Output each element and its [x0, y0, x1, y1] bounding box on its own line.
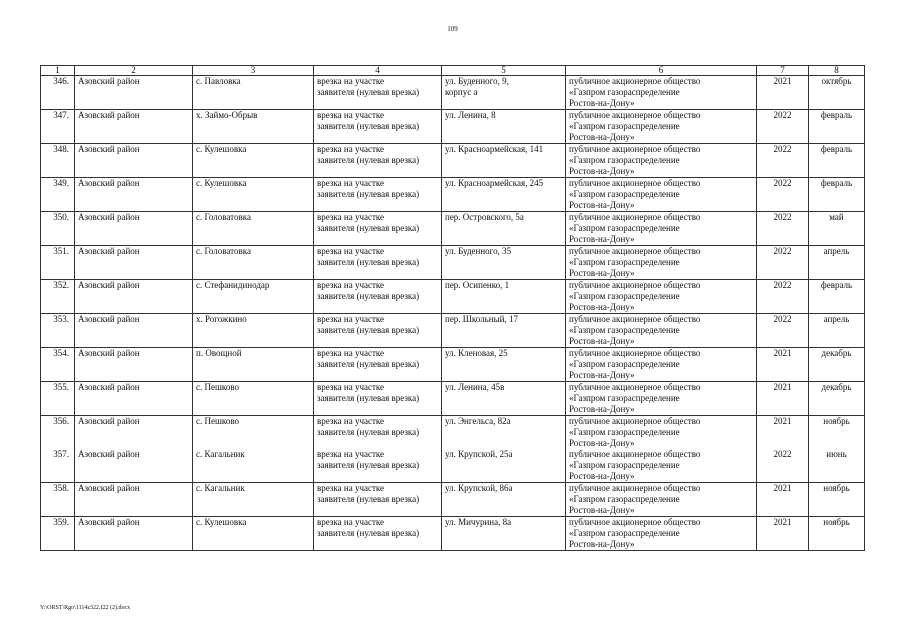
work-cell [314, 246, 442, 280]
organization-cell-line: «Газпром газораспределение [569, 291, 680, 301]
address-cell-line: пер. Осипенко, 1 [445, 280, 510, 290]
work-cell-line: заявителя (нулевая врезка) [317, 121, 420, 131]
address-cell-line: ул. Буденного, 9, [445, 76, 509, 86]
district-cell: Азовский район [75, 314, 193, 348]
column-header: 8 [809, 66, 865, 76]
organization-cell-line: публичное акционерное общество [569, 416, 701, 426]
year-cell: 2022 [757, 212, 809, 246]
work-cell-line: врезка на участке [317, 416, 385, 426]
month-cell: декабрь [809, 382, 865, 416]
work-cell [314, 280, 442, 314]
footer-file-path: Y:\ORST\Rgo\1114z322.f22 (2).docx [40, 605, 131, 611]
header-row [41, 66, 865, 76]
address-cell [442, 76, 566, 110]
work-cell-line: врезка на участке [317, 110, 385, 120]
work-cell [314, 483, 442, 517]
address-cell-line: ул. Буденного, 35 [445, 246, 512, 256]
address-cell-line: ул. Красноармейская, 141 [445, 144, 544, 154]
work-cell-line: врезка на участке [317, 178, 385, 188]
settlement-cell: с. Кагальник [193, 449, 314, 483]
organization-cell-line: Ростов-на-Дону» [569, 268, 635, 278]
row-number: 353. [41, 314, 75, 348]
organization-cell-line: публичное акционерное общество [569, 314, 701, 324]
organization-cell-line: Ростов-на-Дону» [569, 98, 635, 108]
table-row [41, 178, 865, 212]
organization-cell [566, 517, 757, 551]
work-cell-line: врезка на участке [317, 280, 385, 290]
table-row [41, 246, 865, 280]
year-cell: 2022 [757, 246, 809, 280]
year-cell: 2022 [757, 314, 809, 348]
year-cell: 2022 [757, 280, 809, 314]
address-cell-line: ул. Ленина, 45в [445, 382, 505, 392]
work-cell-line: врезка на участке [317, 144, 385, 154]
settlement-cell: с. Кулешовка [193, 144, 314, 178]
organization-cell [566, 348, 757, 382]
table-row [41, 348, 865, 382]
work-cell [314, 382, 442, 416]
work-cell-line: заявителя (нулевая врезка) [317, 393, 420, 403]
organization-cell-line: «Газпром газораспределение [569, 494, 680, 504]
organization-cell-line: Ростов-на-Дону» [569, 200, 635, 210]
organization-cell [566, 280, 757, 314]
work-cell-line: заявителя (нулевая врезка) [317, 257, 420, 267]
organization-cell-line: «Газпром газораспределение [569, 87, 680, 97]
work-cell-line: врезка на участке [317, 382, 385, 392]
year-cell: 2021 [757, 416, 809, 450]
row-number: 354. [41, 348, 75, 382]
organization-cell-line: Ростов-на-Дону» [569, 539, 635, 549]
address-cell-line: ул. Крупской, 86а [445, 483, 513, 493]
district-cell: Азовский район [75, 449, 193, 483]
work-cell-line: заявителя (нулевая врезка) [317, 460, 420, 470]
organization-cell-line: Ростов-на-Дону» [569, 234, 635, 244]
organization-cell-line: Ростов-на-Дону» [569, 132, 635, 142]
column-header: 3 [193, 66, 314, 76]
work-cell-line: заявителя (нулевая врезка) [317, 87, 420, 97]
organization-cell [566, 382, 757, 416]
row-number: 357. [41, 449, 75, 483]
column-header: 5 [442, 66, 566, 76]
settlement-cell: с. Пешково [193, 416, 314, 450]
organization-cell-line: Ростов-на-Дону» [569, 336, 635, 346]
address-cell-line: ул. Энгельса, 82а [445, 416, 511, 426]
address-cell [442, 280, 566, 314]
settlement-cell: с. Кулешовка [193, 178, 314, 212]
month-cell: февраль [809, 280, 865, 314]
settlement-cell: с. Головатовка [193, 246, 314, 280]
year-cell: 2022 [757, 449, 809, 483]
organization-cell [566, 76, 757, 110]
year-cell: 2021 [757, 483, 809, 517]
row-number: 348. [41, 144, 75, 178]
organization-cell [566, 246, 757, 280]
address-cell [442, 212, 566, 246]
address-cell [442, 382, 566, 416]
work-cell-line: заявителя (нулевая врезка) [317, 528, 420, 538]
organization-cell-line: «Газпром газораспределение [569, 155, 680, 165]
organization-cell [566, 144, 757, 178]
settlement-cell: с. Пешково [193, 382, 314, 416]
work-cell-line: заявителя (нулевая врезка) [317, 325, 420, 335]
table-row [41, 110, 865, 144]
row-number: 358. [41, 483, 75, 517]
work-cell-line: врезка на участке [317, 348, 385, 358]
work-cell-line: врезка на участке [317, 483, 385, 493]
organization-cell-line: публичное акционерное общество [569, 280, 701, 290]
year-cell: 2022 [757, 178, 809, 212]
work-cell-line: заявителя (нулевая врезка) [317, 427, 420, 437]
month-cell: июнь [809, 449, 865, 483]
address-cell [442, 110, 566, 144]
month-cell: апрель [809, 246, 865, 280]
organization-cell-line: публичное акционерное общество [569, 144, 701, 154]
work-cell-line: заявителя (нулевая врезка) [317, 155, 420, 165]
work-cell [314, 416, 442, 450]
month-cell: май [809, 212, 865, 246]
organization-cell-line: Ростов-на-Дону» [569, 404, 635, 414]
month-cell: октябрь [809, 76, 865, 110]
organization-cell-line: Ростов-на-Дону» [569, 370, 635, 380]
organization-cell-line: публичное акционерное общество [569, 449, 701, 459]
organization-cell-line: «Газпром газораспределение [569, 223, 680, 233]
work-cell-line: заявителя (нулевая врезка) [317, 291, 420, 301]
year-cell: 2021 [757, 348, 809, 382]
address-cell [442, 449, 566, 483]
work-cell [314, 314, 442, 348]
work-cell [314, 449, 442, 483]
organization-cell-line: «Газпром газораспределение [569, 325, 680, 335]
address-cell-line: ул. Красноармейская, 245 [445, 178, 544, 188]
column-header: 1 [41, 66, 75, 76]
row-number: 349. [41, 178, 75, 212]
address-cell [442, 144, 566, 178]
organization-cell [566, 416, 757, 450]
organization-cell [566, 178, 757, 212]
table-row [41, 314, 865, 348]
table-row [41, 483, 865, 517]
district-cell: Азовский район [75, 246, 193, 280]
work-cell-line: заявителя (нулевая врезка) [317, 359, 420, 369]
organization-cell-line: «Газпром газораспределение [569, 189, 680, 199]
work-cell-line: заявителя (нулевая врезка) [317, 223, 420, 233]
district-cell: Азовский район [75, 212, 193, 246]
district-cell: Азовский район [75, 144, 193, 178]
row-number: 352. [41, 280, 75, 314]
table-row [41, 76, 865, 110]
address-cell [442, 348, 566, 382]
work-cell-line: врезка на участке [317, 76, 385, 86]
settlement-cell: х. Рогожкино [193, 314, 314, 348]
district-cell: Азовский район [75, 110, 193, 144]
organization-cell-line: Ростов-на-Дону» [569, 166, 635, 176]
year-cell: 2021 [757, 76, 809, 110]
address-cell-line: пер. Островского, 5а [445, 212, 524, 222]
column-header: 7 [757, 66, 809, 76]
organization-cell-line: «Газпром газораспределение [569, 121, 680, 131]
table-row [41, 416, 865, 450]
data-table [40, 65, 865, 551]
district-cell: Азовский район [75, 178, 193, 212]
work-cell [314, 76, 442, 110]
address-cell [442, 314, 566, 348]
district-cell: Азовский район [75, 483, 193, 517]
district-cell: Азовский район [75, 348, 193, 382]
organization-cell-line: публичное акционерное общество [569, 246, 701, 256]
month-cell: ноябрь [809, 416, 865, 450]
work-cell-line: заявителя (нулевая врезка) [317, 494, 420, 504]
organization-cell-line: «Газпром газораспределение [569, 257, 680, 267]
district-cell: Азовский район [75, 76, 193, 110]
month-cell: февраль [809, 144, 865, 178]
organization-cell-line: «Газпром газораспределение [569, 393, 680, 403]
organization-cell-line: «Газпром газораспределение [569, 528, 680, 538]
settlement-cell: п. Овощной [193, 348, 314, 382]
row-number: 350. [41, 212, 75, 246]
organization-cell [566, 110, 757, 144]
table-row [41, 517, 865, 551]
row-number: 359. [41, 517, 75, 551]
address-cell [442, 178, 566, 212]
organization-cell [566, 483, 757, 517]
row-number: 347. [41, 110, 75, 144]
address-cell [442, 416, 566, 450]
organization-cell-line: «Газпром газораспределение [569, 359, 680, 369]
organization-cell [566, 314, 757, 348]
table-row [41, 280, 865, 314]
settlement-cell: с. Кулешовка [193, 517, 314, 551]
column-header: 6 [566, 66, 757, 76]
address-cell-line: пер. Школьный, 17 [445, 314, 518, 324]
row-number: 356. [41, 416, 75, 450]
work-cell-line: врезка на участке [317, 246, 385, 256]
work-cell [314, 178, 442, 212]
address-cell [442, 483, 566, 517]
year-cell: 2021 [757, 517, 809, 551]
organization-cell-line: «Газпром газораспределение [569, 460, 680, 470]
month-cell: ноябрь [809, 483, 865, 517]
organization-cell-line: Ростов-на-Дону» [569, 505, 635, 515]
settlement-cell: х. Займо-Обрыв [193, 110, 314, 144]
organization-cell-line: публичное акционерное общество [569, 382, 701, 392]
work-cell [314, 110, 442, 144]
organization-cell-line: «Газпром газораспределение [569, 427, 680, 437]
work-cell [314, 212, 442, 246]
work-cell-line: врезка на участке [317, 212, 385, 222]
row-number: 355. [41, 382, 75, 416]
table-row [41, 449, 865, 483]
organization-cell [566, 449, 757, 483]
address-cell [442, 517, 566, 551]
page-number: 109 [447, 25, 458, 33]
work-cell-line: заявителя (нулевая врезка) [317, 189, 420, 199]
work-cell [314, 144, 442, 178]
column-header: 2 [75, 66, 193, 76]
work-cell [314, 517, 442, 551]
work-cell-line: врезка на участке [317, 314, 385, 324]
work-cell-line: врезка на участке [317, 449, 385, 459]
column-header: 4 [314, 66, 442, 76]
row-number: 351. [41, 246, 75, 280]
year-cell: 2022 [757, 144, 809, 178]
table-body [41, 76, 865, 551]
organization-cell-line: публичное акционерное общество [569, 110, 701, 120]
organization-cell-line: публичное акционерное общество [569, 483, 701, 493]
organization-cell-line: публичное акционерное общество [569, 178, 701, 188]
district-cell: Азовский район [75, 280, 193, 314]
table-row [41, 144, 865, 178]
table-row [41, 382, 865, 416]
settlement-cell: с. Стефанидинодар [193, 280, 314, 314]
settlement-cell: с. Кагальник [193, 483, 314, 517]
address-cell [442, 246, 566, 280]
organization-cell-line: Ростов-на-Дону» [569, 438, 635, 448]
month-cell: апрель [809, 314, 865, 348]
organization-cell-line: Ростов-на-Дону» [569, 471, 635, 481]
row-number: 346. [41, 76, 75, 110]
work-cell-line: врезка на участке [317, 517, 385, 527]
table-row [41, 212, 865, 246]
district-cell: Азовский район [75, 382, 193, 416]
work-cell [314, 348, 442, 382]
district-cell: Азовский район [75, 416, 193, 450]
month-cell: февраль [809, 178, 865, 212]
address-cell-line: ул. Крупской, 25а [445, 449, 513, 459]
year-cell: 2021 [757, 382, 809, 416]
month-cell: февраль [809, 110, 865, 144]
address-cell-line: ул. Мичурина, 8а [445, 517, 512, 527]
organization-cell-line: публичное акционерное общество [569, 212, 701, 222]
organization-cell [566, 212, 757, 246]
address-cell-line: ул. Кленовая, 25 [445, 348, 508, 358]
year-cell: 2022 [757, 110, 809, 144]
organization-cell-line: публичное акционерное общество [569, 517, 701, 527]
address-cell-line: корпус а [445, 87, 478, 97]
month-cell: ноябрь [809, 517, 865, 551]
organization-cell-line: публичное акционерное общество [569, 76, 701, 86]
month-cell: декабрь [809, 348, 865, 382]
settlement-cell: с. Павловка [193, 76, 314, 110]
organization-cell-line: публичное акционерное общество [569, 348, 701, 358]
district-cell: Азовский район [75, 517, 193, 551]
address-cell-line: ул. Ленина, 8 [445, 110, 496, 120]
settlement-cell: с. Головатовка [193, 212, 314, 246]
organization-cell-line: Ростов-на-Дону» [569, 302, 635, 312]
